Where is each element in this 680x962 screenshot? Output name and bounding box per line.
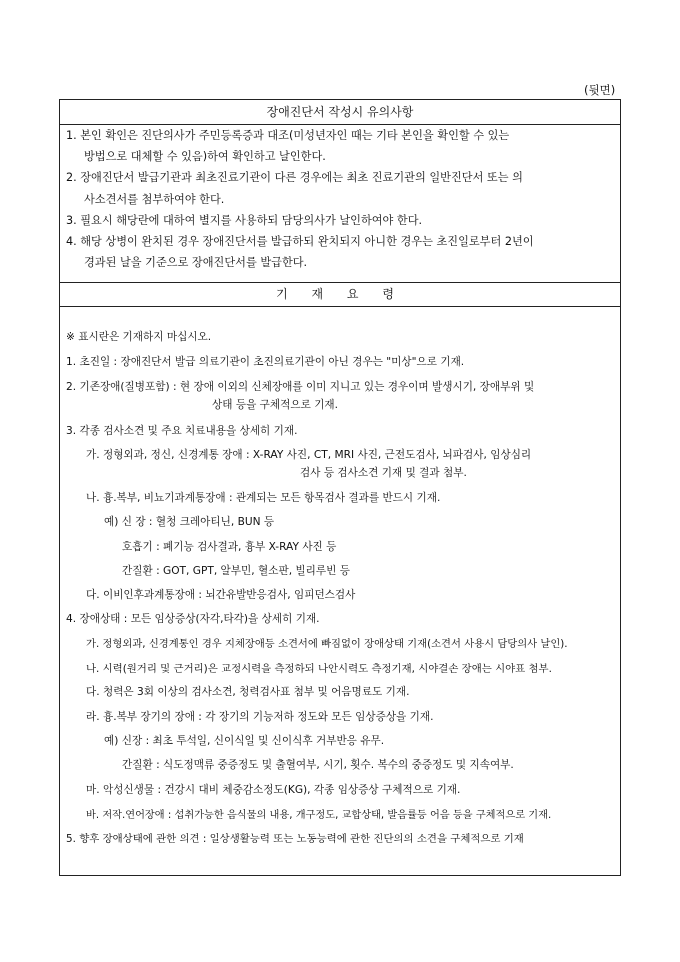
guide-line: 3. 각종 검사소견 및 주요 치료내용을 상세히 기재. [66,425,298,437]
page-side-label: (뒷면) [584,83,616,97]
guide-line: 가. 정형외과, 정신, 신경계통 장애 : X-RAY 사진, CT, MRI 사진, 근전도검사, 뇌파검사, 임상심리 [86,449,532,461]
guide-line: 4. 장애상태 : 모든 임상증상(자각,타각)을 상세히 기재. [66,613,320,625]
guide-line: 예) 신 장 : 혈청 크레아티닌, BUN 등 [104,516,275,528]
guide-line: 1. 초진일 : 장애진단서 발급 의료기관이 초진의료기관이 아닌 경우는 "미상"으로 기재. [66,356,465,368]
guide-line: 5. 향후 장애상태에 관한 의견 : 일상생활능력 또는 노동능력에 관한 진단의의 소견을 구체적으로 기재 [66,833,524,845]
guide-line: 다. 이비인후과계통장애 : 뇌간유발반응검사, 임피던스검사 [86,589,356,601]
notes-line: 사소견서를 첨부하여야 한다. [84,192,225,206]
notes-line: 경과된 날을 기준으로 장애진단서를 발급한다. [84,256,308,270]
guide-line: ※ 표시란은 기재하지 마십시오. [66,331,212,343]
notes-line: 2. 장애진단서 발급기관과 최초진료기관이 다른 경우에는 최초 진료기관의 일반진단서 또는 의 [66,171,523,185]
notes-section [60,125,620,283]
guide-line: 호흡기 : 폐기능 검사결과, 흉부 X-RAY 사진 등 [122,541,337,553]
guide-line: 간질환 : 식도정맥류 중증정도 및 출혈여부, 시기, 횟수. 복수의 중증정도 및 지속여부. [122,759,514,771]
notes-line: 4. 해당 상병이 완치된 경우 장애진단서를 발급하되 완치되지 아니한 경우는 초진일로부터 2년이 [66,234,534,248]
guide-line: 간질환 : GOT, GPT, 알부민, 혈소판, 빌리루빈 등 [122,565,350,577]
guide-line: 마. 악성신생물 : 건강시 대비 체중감소정도(KG), 각종 임상증상 구체적으로 기재. [86,784,461,796]
guide-line: 바. 저작.연어장애 : 섭취가능한 음식물의 내용, 개구정도, 교합상태, 발음률등 어음 등을 구체적으로 기재. [86,810,552,821]
guide-line: 검사 등 검사소견 기재 및 결과 첨부. [300,467,467,479]
guide-line: 가. 정형외과, 신경계통인 경우 지체장애등 소견서에 빠짐없이 장애상태 기재(소견서 사용시 담당의사 날인). [86,638,568,650]
guide-line: 예) 신장 : 최초 투석일, 신이식일 및 신이식후 거부반응 유무. [104,735,385,747]
notes-title: 장애진단서 작성시 유의사항 [60,100,620,125]
guide-line: 상태 등을 구체적으로 기재. [212,399,339,411]
form-frame [59,99,621,876]
guide-title: 기 재 요 령 [60,283,620,307]
notes-line: 1. 본인 확인은 진단의사가 주민등록증과 대조(미성년자인 때는 기타 본인을 확인할 수 있는 [66,129,510,142]
guide-line: 라. 흉.복부 장기의 장애 : 각 장기의 기능저하 정도와 모든 임상증상을 기재. [86,711,434,723]
guide-line: 다. 청력은 3회 이상의 검사소견, 청력검사표 첨부 및 어음명료도 기재. [86,686,410,698]
notes-line: 방법으로 대체할 수 있음)하여 확인하고 날인한다. [84,150,326,164]
guide-line: 나. 시력(원거리 및 근거리)은 교정시력을 측정하되 나안시력도 측정기재, 시야결손 장애는 시야표 첨부. [86,663,552,675]
notes-line: 3. 필요시 해당란에 대하여 별지를 사용하되 담당의사가 날인하여야 한다. [66,213,423,227]
guide-line: 나. 흉.복부, 비뇨기과계통장애 : 관계되는 모든 항목검사 결과를 반드시 기재. [86,492,441,504]
guide-line: 2. 기존장애(질병포함) : 현 장애 이외의 신체장애를 이미 지니고 있는 경우이며 발생시기, 장애부위 및 [66,381,535,393]
